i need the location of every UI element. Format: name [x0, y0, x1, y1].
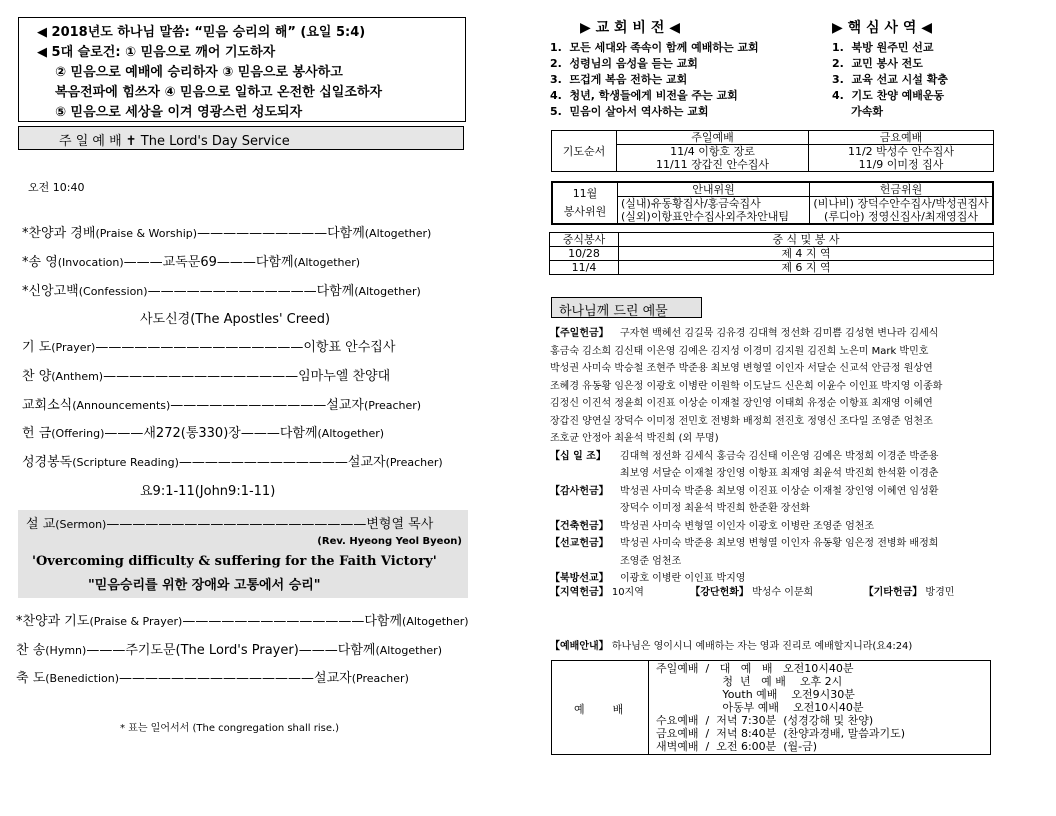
order-row	[22, 365, 390, 384]
sunday-prayer-2: 11/11 장갑진 안수집사	[617, 158, 809, 172]
core-item: 가속화	[832, 105, 884, 118]
order-dash: ———————————————	[119, 671, 315, 686]
sermon-dash: ————————————————————	[106, 517, 367, 532]
other-offering-value: 방경민	[925, 587, 955, 598]
offering-section-label: 【십 일 조】	[550, 450, 606, 462]
order-who: 설교자	[326, 398, 364, 413]
order-label: *송 영	[22, 255, 58, 270]
order-who-en: (Preacher)	[363, 399, 422, 412]
theme-line-2: ◀ 5대 슬로건: ① 믿음으로 깨어 기도하자	[37, 45, 276, 60]
offering-names: 구자현 백혜선 김길묵 김유경 김대혁 정선화 김미쁨 김성현 변나라 김세식	[620, 328, 939, 339]
order-en: (Offering)	[51, 427, 105, 440]
offering-names: 박성권 사미숙 박승철 조현주 박준용 최보영 변형열 이인자 서달순 신교석 안금정 원상연	[550, 363, 933, 374]
vision-item: 2. 성령님의 음성을 듣는 교회	[550, 57, 698, 70]
order-dash: ————————————————	[95, 340, 304, 355]
schedule-line: 새벽예배 / 오전 6:00분 (월-금)	[656, 740, 818, 753]
schedule-label: 예 배	[574, 703, 624, 716]
order-dash: ——————————	[197, 226, 328, 241]
duty-table	[551, 130, 994, 172]
order-row	[140, 308, 330, 327]
vision-item: 3. 뜨겁게 복음 전하는 교회	[550, 73, 688, 86]
vision-item: 5. 믿음이 살아서 역사하는 교회	[550, 105, 709, 118]
order-row	[22, 280, 421, 299]
offering-line	[550, 500, 810, 517]
order-row	[22, 222, 431, 241]
schedule-label-cell	[552, 661, 649, 754]
order-row	[22, 422, 384, 441]
friday-prayer-1: 11/2 박성수 안수집사	[809, 145, 994, 159]
offering-names: 박성권 사미숙 박준용 최보영 변형열 이인자 유동황 임은정 전병화 배정희	[620, 538, 939, 549]
prayer-order-label: 기도순서	[552, 131, 617, 172]
service-title-bar	[18, 126, 464, 150]
vision-item: 4. 청년, 학생들에게 비전을 주는 교회	[550, 89, 738, 102]
usher-1: (실내)유동황집사/홍금숙집사	[618, 197, 810, 211]
sermon-label: 설 교	[26, 517, 56, 532]
order-label: 성경봉독	[22, 455, 73, 470]
order-row	[16, 610, 469, 629]
offering-title: 하나님께 드린 예물	[559, 304, 668, 319]
meal-header: 중 식 및 봉 사	[619, 233, 994, 247]
order-label: 헌 금	[22, 426, 52, 441]
vision-list	[550, 40, 759, 120]
worship-guide-verse: 하나님은 영이시니 예배하는 자는 영과 진리로 예배할지니라(요4:24)	[611, 641, 913, 652]
sermon-label-en: (Sermon)	[55, 518, 107, 531]
order-who-en: (Preacher)	[351, 672, 409, 685]
offering-names: 박성권 사미숙 박준용 최보영 이진표 이상순 이재철 장인영 이혜연 임성환	[620, 485, 939, 497]
order-dash: —————————————	[178, 455, 348, 470]
meal-table	[549, 232, 994, 275]
order-who: 설교자	[314, 671, 352, 686]
theme-box	[18, 17, 466, 122]
order-who: 임마누엘 찬양대	[298, 369, 391, 384]
usher-2: (실외)이항표안수집사외주차안내팀	[618, 210, 810, 224]
order-who: 설교자	[347, 455, 386, 470]
order-who: 다함께	[316, 284, 355, 299]
offering-names: 조혜경 유동황 임은정 이광호 이병란 이원학 이도날드 신은희 이윤수 이인표 박지영 이종화	[550, 380, 943, 392]
offering-names: 최보영 서달순 이재철 장인영 이항표 최재영 최윤석 박진희 한석환 이경춘	[620, 468, 939, 479]
order-en: (Praise & Worship)	[95, 227, 198, 240]
worship-guide-label: 【예배안내】	[550, 641, 609, 652]
core-item: 3. 교육 선교 시설 확충	[832, 73, 948, 86]
order-dash: ———————————————	[103, 369, 299, 384]
offering-line	[550, 448, 938, 465]
order-label: 기 도	[22, 340, 52, 355]
order-label: 찬 송	[16, 643, 46, 658]
offering-committee-header: 헌금위원	[810, 182, 994, 197]
offering-names: 조영준 엄천조	[620, 555, 682, 567]
service-time: 오전 10:40	[28, 181, 85, 194]
sermon-title-ko: "믿음승리를 위한 장애와 고통에서 승리"	[88, 578, 321, 593]
offering-line	[550, 413, 933, 430]
schedule-line: Youth 예배 오전9시30분	[656, 688, 855, 701]
theme-line-1: ◀ 2018년도 하나님 말씀: “믿음 승리의 해” (요일 5:4)	[37, 25, 366, 40]
core-item: 4. 기도 찬양 예배운동	[832, 89, 945, 102]
altar-flower-label: 【강단헌화】	[690, 587, 749, 598]
offering-names: 조호균 안정아 최윤석 박진희 (외 무명)	[550, 433, 719, 444]
offering-title-box	[551, 297, 702, 318]
offering-section-label: 【주일헌금】	[550, 328, 609, 339]
friday-header: 금요예배	[809, 131, 994, 145]
offering-line	[550, 553, 681, 570]
order-row	[22, 336, 395, 355]
order-label: *찬양과 경배	[22, 226, 96, 241]
sermon-block	[18, 510, 468, 598]
order-who: 다함께	[255, 255, 294, 270]
offering-line	[550, 430, 719, 447]
order-dash: ————————————	[170, 398, 327, 413]
offering-section-label: 【건축헌금】	[550, 520, 609, 532]
volunteer-table	[551, 181, 994, 225]
worship-schedule-box	[551, 660, 991, 755]
offering-names: 장갑진 양연실 장덕수 이미정 전민호 전병화 배정희 전진호 정영신 조다일 조영준 엄천조	[550, 415, 933, 427]
altar-flower-value: 박성수 이문희	[752, 587, 814, 598]
offering-line	[550, 378, 942, 395]
order-en: (Hymn)	[45, 644, 87, 657]
meal-region-1: 제 4 지 역	[619, 247, 994, 261]
theme-line-5: ⑤ 믿음으로 세상을 이겨 영광스런 성도되자	[55, 105, 303, 120]
offering-section-label: 【감사헌금】	[550, 485, 609, 497]
order-en: (Confession)	[78, 285, 148, 298]
theme-line-4: 복음전파에 힘쓰자 ④ 믿음으로 일하고 온전한 십일조하자	[55, 85, 382, 100]
offering-section-label: 【선교헌금】	[550, 538, 609, 549]
order-dash: 요9:1-11(John9:1-11)	[140, 484, 276, 499]
other-offering-label: 【기타헌금】	[863, 587, 923, 598]
order-en: (Benediction)	[45, 672, 120, 685]
order-label: *신앙고백	[22, 284, 79, 299]
region-offering-row	[550, 584, 954, 601]
offering-line	[550, 535, 938, 552]
order-dash: ———주기도문(The Lord's Prayer)———	[86, 643, 338, 658]
order-row	[22, 451, 443, 470]
order-en: (Announcements)	[72, 399, 171, 412]
order-en: (Praise & Prayer)	[89, 615, 183, 628]
sermon-preacher: 변형열 목사	[366, 517, 434, 532]
vision-title: ▶ 교 회 비 전 ◀	[580, 20, 680, 36]
schedule-line: 청 년 예 배 오후 2시	[656, 675, 843, 688]
order-dash: ———교독문69———	[123, 255, 256, 270]
order-who: 이항표 안수집사	[303, 340, 396, 355]
order-dash: —————————————	[147, 284, 317, 299]
order-dash: 사도신경(The Apostles' Creed)	[140, 312, 331, 327]
order-who-en: (Altogether)	[354, 285, 421, 298]
volunteer-label: 11월 봉사위원	[552, 182, 618, 224]
core-item: 2. 교민 봉사 전도	[832, 57, 923, 70]
order-row	[16, 667, 409, 686]
offering-line	[550, 360, 933, 377]
offering-committee-1: (비나비) 장덕수안수집사/박성권집사	[810, 197, 994, 211]
sermon-preacher-en: (Rev. Hyeong Yeol Byeon)	[317, 536, 462, 547]
order-who-en: (Altogether)	[375, 644, 443, 657]
order-who-en: (Altogether)	[293, 256, 361, 269]
meal-label: 중식봉사	[550, 233, 619, 247]
offering-section-label: 【북방선교】	[550, 573, 609, 584]
core-list	[832, 40, 948, 120]
schedule-line: 수요예배 / 저녁 7:30분 (성경강해 및 찬양)	[656, 714, 874, 727]
schedule-line: 아동부 예배 오전10시40분	[656, 701, 864, 714]
order-dash: ———새272(통330)장———	[104, 426, 280, 441]
meal-date-2: 11/4	[550, 261, 619, 275]
sunday-header: 주일예배	[617, 131, 809, 145]
core-title: ▶ 핵 심 사 역 ◀	[832, 20, 932, 36]
service-title: 주 일 예 배 ✝ The Lord's Day Service	[59, 134, 290, 149]
friday-prayer-2: 11/9 이미정 집사	[809, 158, 994, 172]
order-row	[22, 251, 360, 270]
core-item: 1. 북방 원주민 선교	[832, 41, 934, 54]
order-dash: ——————————————	[182, 614, 365, 629]
order-label: *찬양과 기도	[16, 614, 90, 629]
order-who-en: (Preacher)	[385, 456, 443, 469]
order-label: 교회소식	[22, 398, 73, 413]
sunday-prayer-1: 11/4 이항호 장로	[617, 145, 809, 159]
order-en: (Invocation)	[57, 256, 124, 269]
offering-names: 홍금숙 김소희 김신태 이은영 김예은 김지성 이경미 김지원 김진희 노은미 Mark 박민호	[550, 345, 929, 357]
offering-line	[550, 465, 938, 482]
order-en: (Scripture Reading)	[72, 456, 179, 469]
offering-names: 박성권 사미숙 변형열 이인자 이광호 이병란 조영준 엄천조	[620, 520, 875, 532]
worship-guide-row	[550, 638, 912, 655]
order-row	[140, 480, 275, 499]
offering-line	[550, 483, 938, 500]
offering-line	[550, 325, 938, 342]
order-who-en: (Altogether)	[402, 615, 469, 628]
offering-line	[550, 343, 928, 360]
usher-header: 안내위원	[618, 182, 810, 197]
meal-date-1: 10/28	[550, 247, 619, 261]
schedule-line: 금요예배 / 저녁 8:40분 (찬양과경배, 말씀과기도)	[656, 727, 906, 740]
order-en: (Prayer)	[51, 341, 96, 354]
offering-names: 이광호 이병란 이인표 박지영	[620, 573, 746, 584]
offering-names: 장덕수 이미정 최윤석 박진희 한준환 장선화	[620, 503, 810, 514]
region-offering-value: 10지역	[611, 587, 644, 598]
schedule-line: 주일예배 / 대 예 배 오전10시40분	[656, 662, 854, 675]
order-who-en: (Altogether)	[317, 427, 385, 440]
offering-names: 김정신 이진석 정윤희 이진표 이상순 이재철 장인영 이태희 유정순 이항표 최재영 이혜연	[550, 398, 933, 409]
schedule-lines	[656, 662, 905, 753]
order-who: 다함께	[337, 643, 376, 658]
order-en: (Anthem)	[51, 370, 104, 383]
sermon-row	[26, 513, 433, 532]
footnote: * 표는 일어서서 (The congregation shall rise.)	[120, 723, 340, 734]
order-who: 다함께	[364, 614, 403, 629]
order-label: 찬 양	[22, 369, 52, 384]
order-who: 다함께	[327, 226, 365, 241]
meal-region-2: 제 6 지 역	[619, 261, 994, 275]
region-offering-label: 【지역헌금】	[550, 587, 609, 598]
theme-line-3: ② 믿음으로 예배에 승리하자 ③ 믿음으로 봉사하고	[55, 65, 343, 80]
order-row	[16, 639, 442, 658]
offering-committee-2: (루디아) 정영신집사/최재영집사	[810, 210, 994, 224]
order-who: 다함께	[279, 426, 318, 441]
order-label: 축 도	[16, 671, 46, 686]
offering-names: 김대혁 정선화 김세식 홍금숙 김신태 이은영 김예은 박정희 이경준 박준용	[620, 450, 939, 462]
offering-line	[550, 518, 874, 535]
sermon-title-en: 'Overcoming difficulty & suffering for the Faith Victory'	[32, 554, 437, 569]
offering-line	[550, 395, 933, 412]
order-who-en: (Altogether)	[364, 227, 432, 240]
order-row	[22, 394, 421, 413]
vision-item: 1. 모든 세대와 족속이 함께 예배하는 교회	[550, 41, 759, 54]
